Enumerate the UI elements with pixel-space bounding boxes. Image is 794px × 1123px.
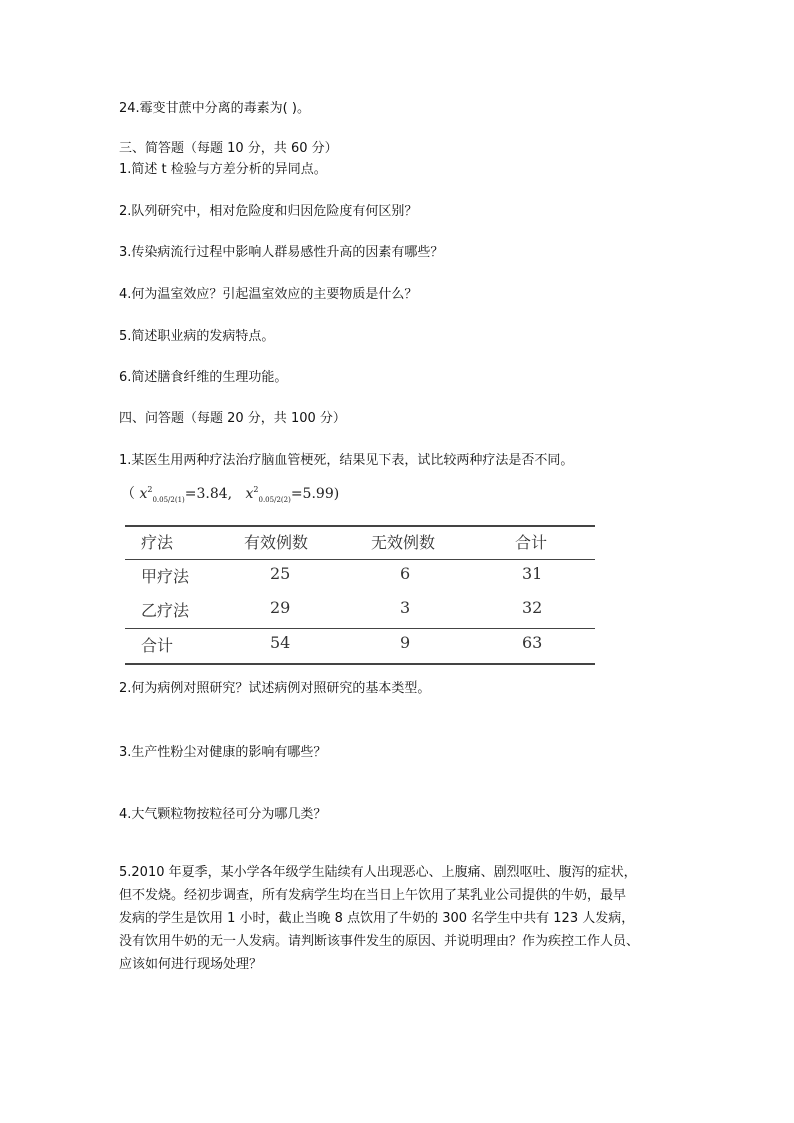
section-3-item-5: 5.简述职业病的发病特点。 bbox=[119, 329, 275, 344]
section-3-item-3: 3.传染病流行过程中影响人群易感性升高的因素有哪些？ bbox=[119, 245, 444, 260]
formula-sub-1: 0.05/2(1) bbox=[152, 496, 185, 504]
section-3-item-2: 2.队列研究中，相对危险度和归因危险度有何区别？ bbox=[119, 204, 418, 219]
formula-sup-1: 2 bbox=[147, 485, 153, 494]
formula-open: （ bbox=[121, 486, 135, 502]
row-ineffective: 6 bbox=[400, 564, 411, 583]
table-bottom-rule bbox=[125, 663, 595, 665]
row-effective: 25 bbox=[270, 564, 291, 583]
section-4-question-1: 1.某医生用两种疗法治疗脑血管梗死，结果见下表，试比较两种疗法是否不同。 bbox=[119, 453, 574, 468]
total-ineffective: 9 bbox=[400, 633, 411, 652]
table-top-rule bbox=[125, 525, 595, 527]
question-5-line: 发病的学生是饮用 1 小时，截止当晚 8 点饮用了牛奶的 300 名学生中共有 123 人发病， bbox=[119, 911, 635, 926]
total-total: 63 bbox=[522, 633, 543, 652]
row-effective: 29 bbox=[270, 598, 291, 617]
section-4-question-2: 2.何为病例对照研究？试述病例对照研究的基本类型。 bbox=[119, 681, 431, 696]
formula-value-2: =5.99) bbox=[290, 486, 340, 502]
row-total: 32 bbox=[522, 598, 543, 617]
question-24: 24.霉变甘蔗中分离的毒素为( )。 bbox=[119, 101, 310, 116]
row-ineffective: 3 bbox=[400, 598, 411, 617]
formula-sup-2: 2 bbox=[253, 485, 259, 494]
total-effective: 54 bbox=[270, 633, 291, 652]
header-cell-total: 合计 bbox=[515, 533, 548, 552]
section-4-question-3: 3.生产性粉尘对健康的影响有哪些？ bbox=[119, 745, 327, 760]
formula-sub-2: 0.05/2(2) bbox=[258, 496, 291, 504]
table-header-rule bbox=[125, 559, 595, 560]
header-cell-ineffective: 无效例数 bbox=[371, 533, 436, 552]
question-5-line: 没有饮用牛奶的无一人发病。请判断该事件发生的原因、并说明理由？作为疾控工作人员、 bbox=[119, 934, 640, 949]
total-label: 合计 bbox=[141, 636, 174, 655]
section-3-item-4: 4.何为温室效应？引起温室效应的主要物质是什么？ bbox=[119, 287, 418, 302]
chi-square-critical-values bbox=[121, 483, 339, 504]
table-total-rule bbox=[125, 628, 595, 629]
section-3-item-6: 6.简述膳食纤维的生理功能。 bbox=[119, 370, 288, 385]
question-5-line: 5.2010 年夏季，某小学各年级学生陆续有人出现恶心、上腹痛、剧烈呕吐、腹泻的症状， bbox=[119, 865, 637, 880]
formula-value-1: =3.84, bbox=[184, 486, 233, 502]
section-4-question-5 bbox=[119, 861, 679, 976]
question-5-line: 应该如何进行现场处理？ bbox=[119, 957, 263, 972]
section-3-item-1: 1.简述 t 检验与方差分析的异同点。 bbox=[119, 162, 327, 177]
row-total: 31 bbox=[522, 564, 543, 583]
row-label: 甲疗法 bbox=[141, 567, 190, 586]
chi-symbol-1: x bbox=[139, 486, 148, 502]
section-3-heading: 三、简答题（每题 10 分，共 60 分） bbox=[119, 141, 338, 156]
row-label: 乙疗法 bbox=[141, 601, 190, 620]
section-4-question-4: 4.大气颗粒物按粒径可分为哪几类？ bbox=[119, 807, 327, 822]
section-4-heading: 四、问答题（每题 20 分，共 100 分） bbox=[119, 411, 346, 426]
chi-symbol-2: x bbox=[245, 486, 254, 502]
question-5-line: 但不发烧。经初步调查，所有发病学生均在当日上午饮用了某乳业公司提供的牛奶，最早 bbox=[119, 888, 627, 903]
header-cell-effective: 有效例数 bbox=[244, 533, 309, 552]
header-cell-therapy: 疗法 bbox=[141, 533, 174, 552]
